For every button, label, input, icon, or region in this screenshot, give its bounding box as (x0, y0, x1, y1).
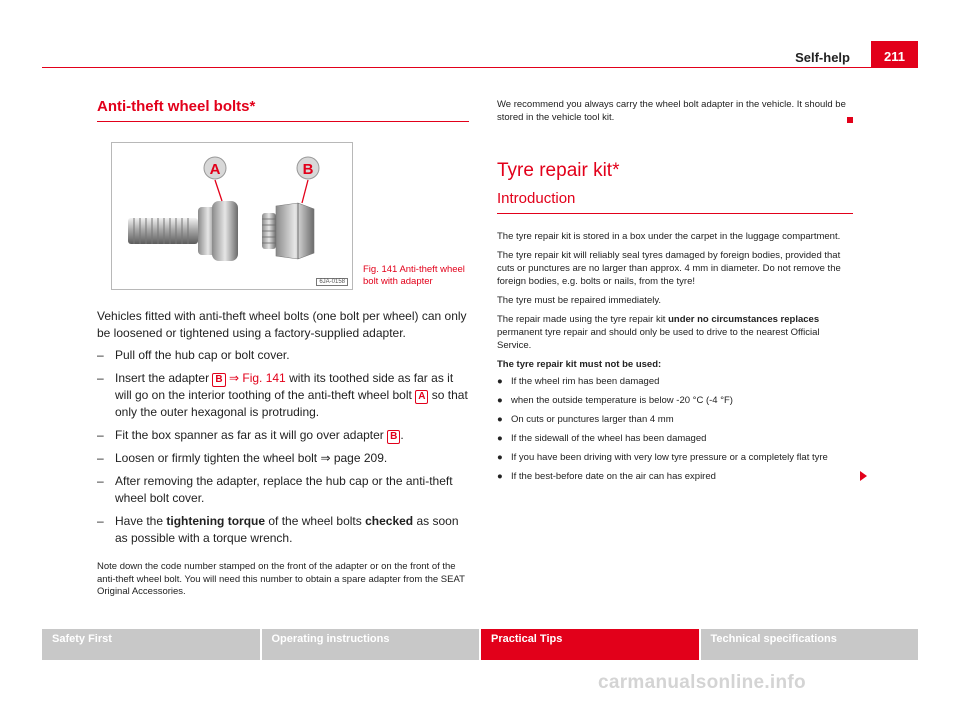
list-item: – Loosen or firmly tighten the wheel bolt ⇒ page 209. (97, 451, 388, 465)
list-item: ● If the best-before date on the air can has expired (497, 470, 853, 483)
label-a-leader (215, 180, 222, 201)
footer-nav (42, 629, 918, 660)
list-item: – Have the tightening torque of the wheel bolts checked as soon as possible with a torque wrench. (97, 514, 459, 545)
page-number: 211 (871, 41, 918, 67)
list-item: ● If the sidewall of the wheel has been damaged (497, 433, 707, 444)
tab-operating-instructions[interactable]: Operating instructions (262, 629, 480, 660)
badge-b: B (212, 373, 225, 387)
left-column (97, 98, 469, 608)
label-b: B (302, 161, 314, 178)
list-item: – Pull off the hub cap or bolt cover. (97, 348, 290, 362)
introduction-heading: Introduction (497, 190, 853, 214)
recommend-paragraph: We recommend you always carry the wheel bolt adapter in the vehicle. It should be stored in the vehicle tool kit. (497, 98, 853, 124)
list-item: ● On cuts or punctures larger than 4 mm (497, 414, 674, 425)
paragraph: The tyre repair kit will reliably seal tyres damaged by foreign bodies, provided that cuts or punctures are no larger than approx. 4 mm in diameter. Do not remove the foreign bodies, e.g. bolts or nails, from the tyre! (497, 250, 841, 287)
tyre-repair-title: Tyre repair kit* (497, 160, 620, 181)
list-item: ● If the wheel rim has been damaged (497, 376, 660, 387)
tab-practical-tips[interactable]: Practical Tips (481, 629, 699, 660)
badge-b: B (387, 430, 400, 444)
figure-link[interactable]: ⇒ Fig. 141 (225, 371, 286, 385)
figure-141 (97, 142, 469, 290)
label-a: A (209, 161, 221, 178)
figure-code: 6JA-0158 (316, 278, 348, 286)
adapter-hex (276, 203, 314, 259)
badge-a: A (415, 390, 428, 404)
note-paragraph: Note down the code number stamped on the front of the adapter or on the front of the anti-theft wheel bolt. You will need this number to obtain a spare adapter from the SEAT Original Accessories. (97, 561, 465, 597)
header-rule (42, 67, 918, 68)
paragraph: The tyre repair kit is stored in a box under the carpet in the luggage compartment. (497, 231, 841, 242)
right-column (497, 98, 853, 489)
wheel-bolt-drawing (112, 143, 352, 289)
list-item: – Insert the adapter B ⇒ Fig. 141 with its toothed side as far as it will go on the interior toothing of the anti-theft wheel bolt A so that only the outer hexagonal is protruding. (97, 371, 468, 419)
must-not-heading: The tyre repair kit must not be used: (497, 359, 662, 370)
tab-technical-specifications[interactable]: Technical specifications (701, 629, 919, 660)
section-end-marker (847, 117, 853, 123)
steps-list (97, 347, 469, 547)
figure-caption: Fig. 141 Anti-theft wheel bolt with adapter (363, 264, 465, 287)
must-not-list (497, 375, 853, 483)
paragraph: The tyre must be repaired immediately. (497, 295, 662, 306)
list-item: ● when the outside temperature is below -20 °C (-4 °F) (497, 395, 733, 406)
page-title: Self-help (795, 50, 850, 65)
list-item: – After removing the adapter, replace the hub cap or the anti-theft wheel bolt cover. (97, 474, 453, 505)
label-b-leader (302, 180, 308, 203)
intro-body (497, 230, 853, 483)
intro-paragraph: Vehicles fitted with anti-theft wheel bolts (one bolt per wheel) can only be loosened or tightened using a factory-supplied adapter. (97, 309, 467, 340)
bolt-head (212, 201, 238, 261)
list-item: – Fit the box spanner as far as it will go over adapter B . (97, 428, 404, 442)
paragraph: The repair made using the tyre repair kit under no circumstances replaces permanent tyre repair and should only be used to drive to the nearest Official Service. (497, 314, 820, 351)
list-item: ● If you have been driving with very low tyre pressure or a completely flat tyre (497, 452, 828, 463)
tab-safety-first[interactable]: Safety First (42, 629, 260, 660)
section-title-wheel-bolts: Anti-theft wheel bolts* (97, 98, 469, 122)
continue-arrow-icon (860, 471, 867, 481)
watermark: carmanualsonline.info (598, 672, 806, 693)
wheel-bolt-illustration (111, 142, 353, 290)
